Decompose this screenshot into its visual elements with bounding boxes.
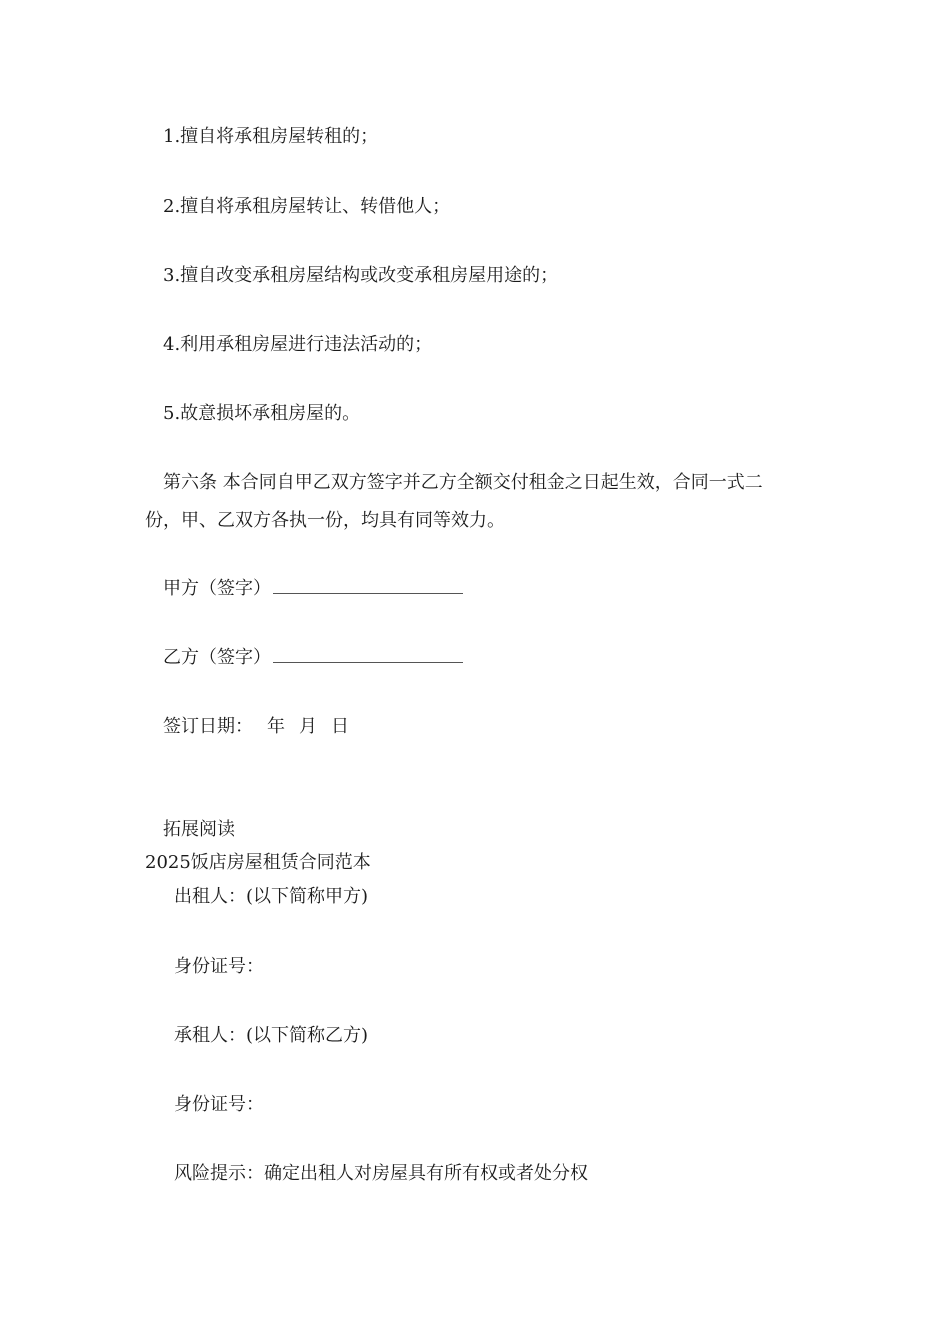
clause-5: 5.故意损坏承租房屋的。 bbox=[163, 403, 361, 424]
clause-1: 1.擅自将承租房屋转租的； bbox=[163, 126, 379, 147]
lessor-id-line: 身份证号： bbox=[174, 956, 264, 977]
lessee-id-line: 身份证号： bbox=[174, 1094, 264, 1115]
party-a-label: 甲方（签字） bbox=[163, 578, 271, 599]
party-b-signature-line bbox=[273, 646, 463, 663]
sign-date-month: 月 bbox=[299, 716, 317, 737]
sign-date-day: 日 bbox=[331, 716, 349, 737]
party-b-label: 乙方（签字） bbox=[163, 647, 271, 668]
risk-notice: 风险提示：确定出租人对房屋具有所有权或者处分权 bbox=[174, 1163, 588, 1184]
party-a-signature bbox=[163, 577, 463, 601]
clause-4: 4.利用承租房屋进行违法活动的； bbox=[163, 334, 433, 355]
lessee-line: 承租人：(以下简称乙方) bbox=[174, 1025, 369, 1046]
article-6-line-2: 份，甲、乙双方各执一份，均具有同等效力。 bbox=[145, 510, 505, 531]
article-6-line-1: 第六条 本合同自甲乙双方签字并乙方全额交付租金之日起生效，合同一式二 bbox=[163, 472, 763, 493]
sign-date-year: 年 bbox=[267, 716, 285, 737]
party-a-signature-line bbox=[273, 577, 463, 594]
lessor-line: 出租人：(以下简称甲方) bbox=[174, 886, 369, 907]
clause-3: 3.擅自改变承租房屋结构或改变承租房屋用途的； bbox=[163, 265, 559, 286]
sign-date bbox=[163, 715, 349, 739]
sign-date-label: 签订日期： bbox=[163, 716, 253, 737]
party-b-signature bbox=[163, 646, 463, 670]
clause-2: 2.擅自将承租房屋转让、转借他人； bbox=[163, 196, 451, 217]
extended-reading-title: 2025饭店房屋租赁合同范本 bbox=[145, 852, 371, 873]
extended-reading-heading: 拓展阅读 bbox=[163, 819, 235, 840]
